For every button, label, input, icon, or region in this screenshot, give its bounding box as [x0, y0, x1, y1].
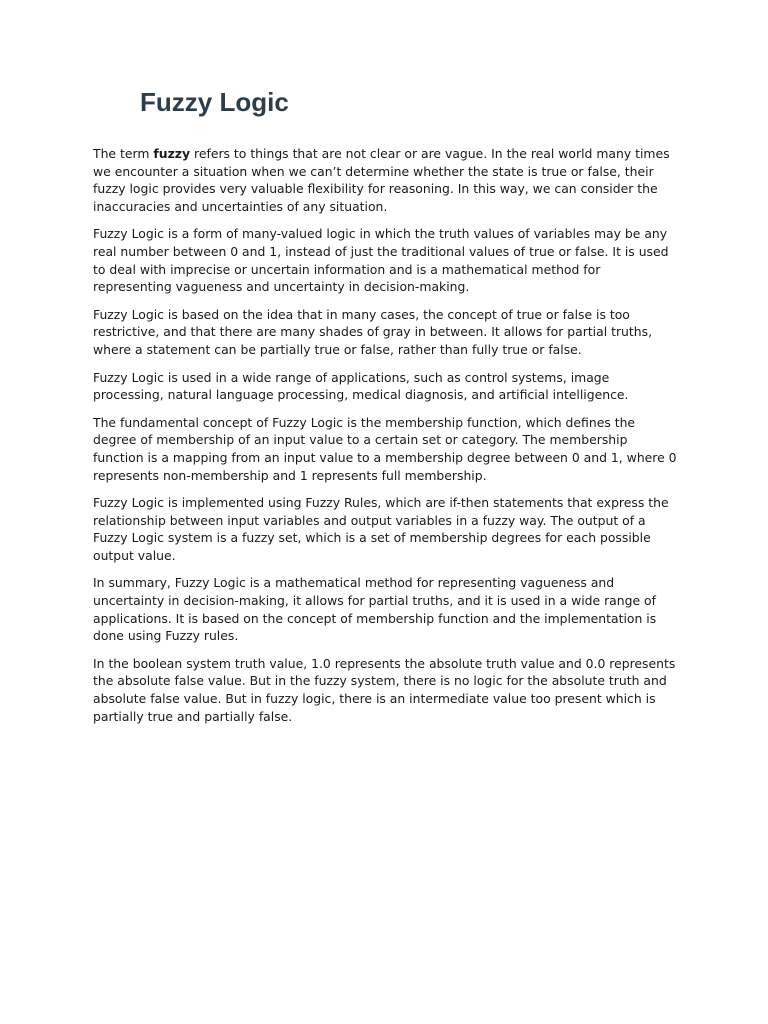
paragraph-partial-truths: Fuzzy Logic is based on the idea that in many cases, the concept of true or false is too restrictive, and that there are many shades of gray in between. It allows for partial truths, where a statement can be partially true or false, rather than fully true or false.: [93, 306, 653, 357]
document-body: [93, 145, 677, 735]
paragraph-membership-function: The fundamental concept of Fuzzy Logic is the membership function, which defines the degree of membership of an input value to a certain set or category. The membership function is a mapping from an input value to a membership degree between 0 and 1, where 0 represents non-membership and 1 represents full membership.: [93, 414, 677, 483]
intro-bold-term: fuzzy: [153, 146, 191, 161]
paragraph-fuzzy-rules: Fuzzy Logic is implemented using Fuzzy Rules, which are if-then statements that express the relationship between input variables and output variables in a fuzzy way. The output of a Fuzzy Logic system is a fuzzy set, which is a set of membership degrees for each possible output value.: [93, 495, 669, 563]
paragraph-definition: Fuzzy Logic is a form of many-valued logic in which the truth values of variables may be any real number between 0 and 1, instead of just the traditional values of true or false. It is used to deal with imprecise or uncertain information and is a mathematical method for representing vagueness and uncertainty in decision-making.: [93, 226, 669, 295]
paragraph-applications: Fuzzy Logic is used in a wide range of applications, such as control systems, image processing, natural language processing, medical diagnosis, and artificial intelligence.: [93, 369, 629, 403]
paragraph-summary: In summary, Fuzzy Logic is a mathematical method for representing vagueness and uncertainty in decision-making, it allows for partial truths, and it is used in a wide range of applications. It is based on the concept of membership function and the implementation is done using Fuzzy rules.: [93, 575, 657, 644]
intro-text-after: refers to things that are not clear or are vague. In the real world many times we encounter a situation when we can’t determine whether the state is true or false, their fuzzy logic provides very valuable flexibility for reasoning. In this way, we can consider the inaccuracies and uncertainties of any situation.: [93, 146, 670, 214]
page-title: Fuzzy Logic: [140, 87, 289, 117]
intro-paragraph: [93, 145, 677, 215]
paragraph-boolean-comparison: In the boolean system truth value, 1.0 represents the absolute truth value and 0.0 represents the absolute false value. But in the fuzzy system, there is no logic for the absolute truth and absolute false value. But in fuzzy logic, there is an intermediate value too present which is partially true and partially false.: [93, 655, 676, 724]
intro-text-before: The term: [93, 146, 154, 161]
